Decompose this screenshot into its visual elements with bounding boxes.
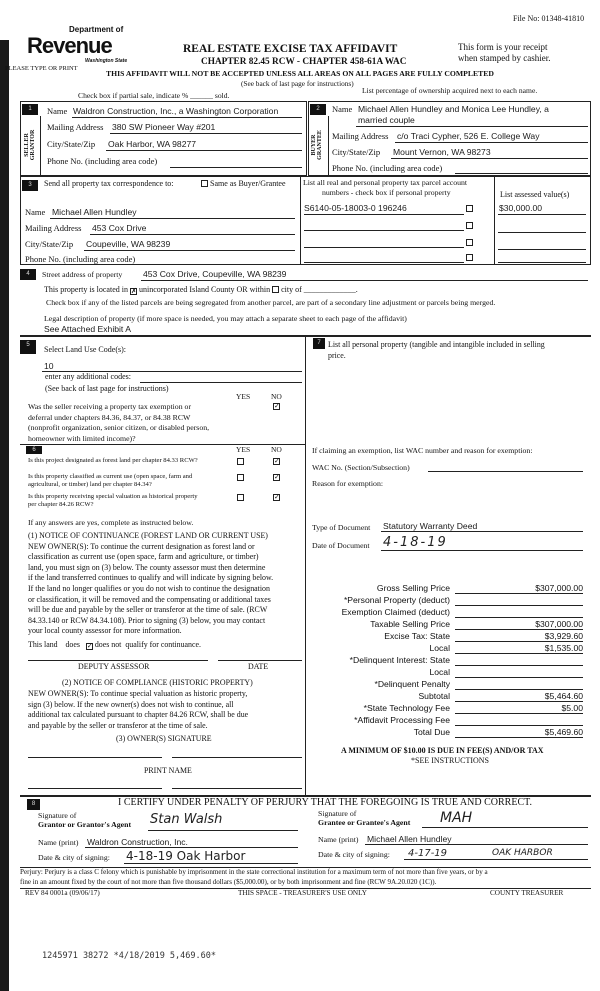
document-type-field[interactable]: Statutory Warranty Deed	[383, 521, 478, 531]
same-as-buyer-label: Same as Buyer/Grantee	[210, 179, 286, 188]
parcel-number-field[interactable]: S6140-05-18003-0 196246	[304, 203, 407, 213]
amount-value-field[interactable]: $5,469.60	[455, 727, 583, 738]
deputy-assessor-signature-line[interactable]	[28, 660, 208, 661]
assessed-value-field[interactable]	[498, 262, 586, 263]
yes-header: YES	[236, 445, 251, 454]
label: Name (print)	[38, 838, 79, 847]
section-number: 6	[26, 446, 42, 454]
form-revision: REV 84 0001a (09/06/17)	[25, 889, 100, 897]
form-title: REAL ESTATE EXCISE TAX AFFIDAVIT	[183, 43, 398, 55]
grantee-phone-field[interactable]	[455, 173, 588, 174]
form-chapter: CHAPTER 82.45 RCW - CHAPTER 458-61A WAC	[201, 57, 407, 67]
text-line: and payable by the seller or transferor at the time of sale.	[28, 720, 208, 730]
grantee-date-field[interactable]: 4-17-19	[408, 848, 448, 859]
correspondence-name-field[interactable]: Michael Allen Hundley	[52, 207, 137, 217]
logo-dept: Department of	[69, 25, 124, 34]
section-number: 1	[22, 104, 38, 115]
grantor-phone-field[interactable]	[170, 167, 302, 168]
section-number: 2	[310, 104, 326, 115]
send-correspondence-label: Send all property tax correspondence to:	[44, 179, 174, 188]
label: Signature of	[318, 809, 357, 818]
assessed-value-field[interactable]: $30,000.00	[499, 203, 543, 213]
text-line: your local county assessor for more information.	[28, 626, 182, 636]
partial-sale-note: Check box if partial sale, indicate % ______ sold.	[78, 91, 230, 100]
amount-label: Local	[429, 643, 450, 653]
current-use-question	[28, 473, 192, 489]
text-line: (1) NOTICE OF CONTINUANCE (FOREST LAND OR CURRENT USE)	[28, 531, 268, 540]
property-street-field[interactable]: 453 Cox Drive, Coupeville, WA 98239	[143, 269, 287, 279]
label: city of _____________.	[281, 285, 358, 294]
amount-label: Excise Tax: State	[384, 631, 450, 641]
date-label: DATE	[248, 662, 269, 671]
historic-no-checkbox[interactable]: ✓	[274, 493, 280, 501]
notice-of-continuance	[28, 531, 273, 637]
amount-label: *State Technology Fee	[363, 703, 450, 713]
text-line: If the land no longer qualifies or you do not wish to continue the designation	[28, 583, 270, 593]
correspondence-mailing-field[interactable]: 453 Cox Drive	[92, 223, 147, 233]
amount-label: Gross Selling Price	[376, 583, 450, 593]
grantor-mailing-field[interactable]: 380 SW Pioneer Way #201	[112, 122, 216, 132]
property-location-line	[44, 285, 358, 295]
perjury-note: Perjury: Perjury is a class C felony which is punishable by imprisonment in the state correctional institution for a maximum term of not more than five years, or by a	[20, 868, 488, 876]
label: Street address of property	[42, 270, 123, 279]
label: Phone No. (including area code)	[25, 254, 136, 264]
personal-property-checkbox[interactable]	[466, 222, 473, 229]
amount-value-field[interactable]: $1,535.00	[455, 643, 583, 654]
see-back-note: (See back of last page for instructions)	[241, 79, 354, 88]
label: Date & city of signing:	[38, 853, 110, 862]
text-line: land, you must sign on (3) below. The county assessor must then determine	[28, 562, 266, 572]
amount-label: Taxable Selling Price	[370, 619, 450, 629]
label: City/State/Zip	[25, 239, 74, 249]
no-header: NO	[271, 392, 282, 401]
yes-header: YES	[236, 392, 251, 401]
text-line: additional tax calculated pursuant to chapter 84.26 RCW, shall be due	[28, 710, 249, 720]
personal-property-checkbox[interactable]	[466, 239, 473, 246]
amount-value-field[interactable]: $5.00	[455, 703, 583, 714]
print-name-line[interactable]	[28, 788, 162, 789]
grantee-city-field[interactable]: Mount Vernon, WA 98273	[393, 147, 491, 157]
continuance-line	[28, 640, 201, 650]
historic-yes-checkbox[interactable]	[237, 494, 244, 501]
amount-label: *Delinquent Interest: State	[349, 655, 450, 665]
section-number: 4	[20, 269, 36, 280]
receipt-note-1: This form is your receipt	[458, 42, 548, 52]
label: Phone No. (including area code)	[332, 163, 443, 173]
notice-of-compliance-title: (2) NOTICE OF COMPLIANCE (HISTORIC PROPERTY)	[62, 678, 253, 687]
label: qualify for continuance.	[125, 640, 201, 649]
label: Mailing Address	[332, 131, 389, 141]
does-not-checkbox[interactable]: ✓	[86, 642, 93, 650]
amount-value-field[interactable]: $307,000.00	[455, 583, 583, 594]
text-line: 84.33.140 or RCW 84.34.108). Prior to signing (3) below, you may contact	[28, 615, 266, 625]
amount-value-field[interactable]	[455, 607, 583, 618]
label: enter any additional codes:	[45, 372, 131, 381]
amount-label: Subtotal	[418, 691, 450, 701]
amount-value-field[interactable]: $3,929.60	[455, 631, 583, 642]
amount-label: *Affidavit Processing Fee	[354, 715, 450, 725]
current-use-no-checkbox[interactable]: ✓	[274, 473, 280, 481]
document-type-label: Type of Document	[312, 523, 371, 532]
county-treasurer-label: COUNTY TREASURER	[490, 889, 564, 897]
grantor-signature[interactable]: Stan Walsh	[150, 812, 223, 827]
text-line: classification as current use (open space, farm and agriculture, or timber)	[28, 552, 259, 562]
forest-yes-checkbox[interactable]	[237, 458, 244, 465]
correspondence-city-field[interactable]: Coupeville, WA 98239	[86, 239, 171, 249]
personal-property-checkbox[interactable]	[466, 254, 473, 261]
grantor-date-city-field[interactable]: 4-18-19 Oak Harbor	[126, 849, 246, 863]
treasurer-stamp: 1245971 38272 *4/18/2019 5,469.60*	[42, 951, 216, 961]
text-line: agricultural, or timber) land per chapter 84.34?	[28, 481, 152, 488]
amount-value-field[interactable]	[455, 595, 583, 606]
assessor-date-line[interactable]	[218, 660, 302, 661]
exemption-label: If claiming an exemption, list WAC number and reason for exemption:	[312, 446, 533, 455]
label: City/State/Zip	[47, 139, 96, 149]
text-line: homeowner with limited income)?	[28, 433, 136, 443]
text-line: or classification, it will be removed and the compensating or additional taxes	[28, 594, 271, 604]
receipt-note-2: when stamped by cashier.	[458, 53, 551, 63]
if-yes-note: If any answers are yes, complete as instructed below.	[28, 518, 194, 527]
grantee-name-field[interactable]: Michael Allen Hundley and Monica Lee Hundley, a	[358, 104, 549, 114]
label: Phone No. (including area code)	[47, 156, 158, 166]
does-not-option[interactable]: does not	[94, 640, 122, 649]
perjury-note-2: fine in an amount fixed by the court of not more than five thousand dollars ($5,000.00), or by both imprisonment and fine (RCW 9A.20.020 (1C)).	[20, 878, 437, 886]
label: unincorporated Island County OR within	[138, 285, 271, 294]
section-number: 3	[22, 180, 38, 191]
amount-label: Exemption Claimed (deduct)	[341, 607, 450, 617]
amount-label: Total Due	[413, 727, 450, 737]
wac-label: WAC No. (Section/Subsection)	[312, 463, 410, 472]
exemption-no-checkbox[interactable]: ✓	[274, 402, 280, 410]
notice-of-compliance	[28, 689, 248, 731]
seller-grantor-label: SELLER GRANTOR	[24, 129, 36, 161]
text-line: will be due and payable by the seller or transferor at the time of sale. (RCW	[28, 605, 268, 615]
owner-signature-label: (3) OWNER(S) SIGNATURE	[116, 734, 212, 743]
owner-signature-line[interactable]	[172, 757, 302, 758]
print-name-label: PRINT NAME	[144, 766, 192, 775]
please-type: PLEASE TYPE OR PRINT	[5, 65, 78, 72]
text-line: Was the seller receiving a property tax exemption or	[28, 402, 192, 411]
minimum-due-note: A MINIMUM OF $10.00 IS DUE IN FEE(S) AND/OR TAX	[341, 746, 544, 755]
exemption-question	[28, 402, 209, 444]
label: Mailing Address	[25, 223, 82, 233]
city-checkbox[interactable]	[272, 286, 279, 293]
text-line: (nonprofit organization, senior citizen, or disabled person,	[28, 423, 210, 432]
personal-property-label-2: price.	[328, 351, 346, 360]
parcel-number-field[interactable]	[304, 247, 464, 248]
grantee-name-line-2[interactable]: married couple	[358, 115, 415, 125]
historic-question	[28, 493, 198, 509]
amount-label: *Personal Property (deduct)	[343, 595, 450, 605]
label: Select Land Use Code(s):	[44, 345, 126, 354]
text-line: if the land transferred continues to qualify and will indicate by signing below.	[28, 573, 274, 583]
section-number: 7	[313, 338, 325, 349]
certification-statement: I CERTIFY UNDER PENALTY OF PERJURY THAT THE FOREGOING IS TRUE AND CORRECT.	[118, 797, 532, 808]
amount-value-field[interactable]	[455, 655, 583, 666]
label: Grantee or Grantee's Agent	[318, 818, 411, 827]
legal-description-label: Legal description of property (if more space is needed, you may attach a separate sheet to each page of the affidavit)	[44, 314, 407, 323]
parcel-header: List all real and personal property tax parcel account	[303, 178, 468, 187]
grantee-city-field[interactable]: OAK HARBOR	[492, 848, 553, 858]
see-back-note: (See back of last page for instructions)	[45, 384, 169, 393]
grantee-print-name-field[interactable]: Michael Allen Hundley	[367, 834, 452, 844]
label: Name (print)	[318, 835, 359, 844]
deputy-assessor-label: DEPUTY ASSESSOR	[78, 662, 150, 671]
grantor-city-field[interactable]: Oak Harbor, WA 98277	[108, 139, 197, 149]
additional-codes-field[interactable]	[140, 382, 302, 383]
text-line: sign (3) below. If the new owner(s) does not wish to continue, all	[28, 699, 234, 709]
grantor-name-field[interactable]: Waldron Construction, Inc., a Washington Corporation	[73, 106, 279, 116]
label: Date & city of signing:	[318, 850, 390, 859]
document-date-label: Date of Document	[312, 541, 370, 550]
grantee-signature[interactable]: MAH	[440, 810, 473, 826]
buyer-grantee-label: BUYER GRANTEE	[311, 130, 323, 160]
label: Name	[25, 207, 46, 217]
wac-number-field[interactable]	[428, 471, 583, 472]
scan-edge	[0, 40, 9, 991]
file-number: File No: 01348-41810	[513, 14, 585, 23]
parcel-number-field[interactable]	[304, 262, 464, 263]
forest-no-checkbox[interactable]: ✓	[274, 457, 280, 465]
owner-signature-line[interactable]	[28, 757, 162, 758]
amount-value-field[interactable]	[455, 715, 583, 726]
same-as-buyer-checkbox[interactable]	[201, 179, 286, 188]
label: City/State/Zip	[332, 147, 381, 157]
see-instructions-note: *SEE INSTRUCTIONS	[411, 756, 490, 765]
label: Name	[332, 104, 353, 114]
treasurer-use-label: THIS SPACE - TREASURER'S USE ONLY	[238, 889, 367, 897]
text-line: NEW OWNER(S): To continue special valuation as historic property,	[28, 689, 248, 698]
section-number: 5	[20, 340, 36, 354]
legal-description-field[interactable]: See Attached Exhibit A	[44, 324, 131, 334]
no-header: NO	[271, 445, 282, 454]
reason-label: Reason for exemption:	[312, 479, 384, 488]
text-line: deferral under chapters 84.36, 84.37, or 84.38 RCW	[28, 412, 191, 422]
label: Name	[47, 106, 68, 116]
text-line: NEW OWNER(S): To continue the current designation as forest land or	[28, 541, 255, 551]
current-use-yes-checkbox[interactable]	[237, 474, 244, 481]
parcel-header-2: numbers - check box if personal property	[322, 188, 451, 197]
text-line: Is this property receiving special valuation as historical property	[28, 493, 198, 500]
personal-property-label: List all personal property (tangible and intangible included in selling	[328, 340, 545, 349]
amount-value-field[interactable]: $307,000.00	[455, 619, 583, 630]
amount-label: *Delinquent Penalty	[374, 679, 450, 689]
print-name-line[interactable]	[172, 788, 302, 789]
grantee-mailing-field[interactable]: c/o Traci Cypher, 526 E. College Way	[397, 131, 540, 141]
unincorporated-checkbox[interactable]: ✗	[130, 287, 137, 295]
forest-land-question: Is this project designated as forest land per chapter 84.33 RCW?	[28, 457, 198, 464]
correspondence-phone-field[interactable]	[150, 264, 295, 265]
logo-name: Revenue	[27, 33, 112, 58]
amount-value-field[interactable]	[455, 667, 583, 678]
amount-value-field[interactable]: $5,464.60	[455, 691, 583, 702]
affidavit-warning: THIS AFFIDAVIT WILL NOT BE ACCEPTED UNLESS ALL AREAS ON ALL PAGES ARE FULLY COMPLETED	[106, 69, 494, 78]
label: This property is located in	[44, 285, 128, 294]
dor-logo	[27, 25, 127, 69]
segregated-parcel-note: Check box if any of the listed parcels are being segregated from another parcel, are part of a secondary line adjustment or parcels being merged.	[46, 298, 496, 307]
does-option[interactable]: does	[65, 640, 80, 649]
amount-label: Local	[429, 667, 450, 677]
logo-state: Washington State	[85, 58, 128, 64]
ownership-note: List percentage of ownership acquired next to each name.	[362, 86, 538, 95]
label: This land	[28, 640, 58, 649]
document-date-field[interactable]: 4-18-19	[383, 535, 448, 550]
grantor-print-name-field[interactable]: Waldron Construction, Inc.	[87, 837, 188, 847]
label: Grantor or Grantor's Agent	[38, 820, 132, 829]
label: Mailing Address	[47, 122, 104, 132]
label: Signature of	[38, 811, 77, 820]
text-line: Is this property classified as current use (open space, farm and	[28, 473, 193, 480]
land-use-code-field[interactable]: 10	[44, 361, 54, 371]
amount-value-field[interactable]	[455, 679, 583, 690]
text-line: per chapter 84.26 RCW?	[28, 501, 94, 508]
assessed-value-field[interactable]	[498, 249, 586, 250]
assessed-value-header: List assessed value(s)	[500, 190, 570, 199]
parcel-number-field[interactable]	[304, 230, 464, 231]
assessed-value-field[interactable]	[498, 232, 586, 233]
section-number: 8	[27, 799, 40, 810]
personal-property-checkbox[interactable]	[466, 205, 473, 212]
